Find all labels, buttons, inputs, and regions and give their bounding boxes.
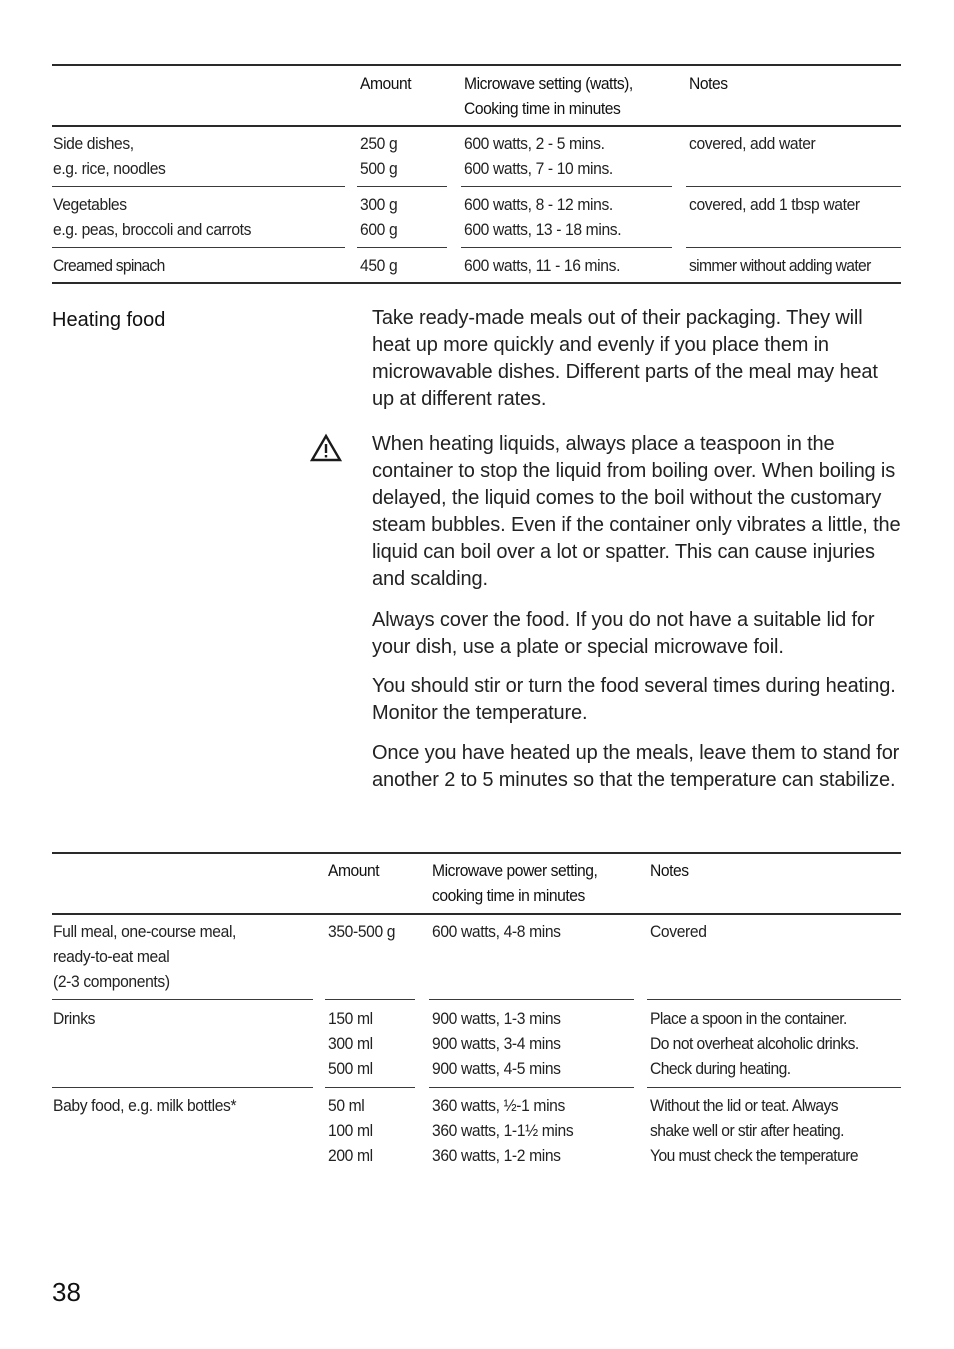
paragraph: Take ready-made meals out of their packaging. They will heat up more quickly and evenly if you place them in microwavable dishes. Different parts of the meal may heat up at different rates.: [372, 307, 878, 410]
table-row-setting: 360 watts, ½-1 mins 360 watts, 1-1½ mins 360 watts, 1-2 mins: [432, 1096, 574, 1165]
row-divider: [461, 247, 672, 248]
table-row-amount: 450 g: [360, 256, 398, 275]
paragraph: Once you have heated up the meals, leave them to stand for another 2 to 5 minutes so that the temperature can stabilize.: [372, 742, 900, 791]
column-header-notes: Notes: [650, 861, 689, 880]
row-divider: [647, 1087, 901, 1088]
column-header-amount: Amount: [360, 74, 412, 93]
row-divider: [357, 186, 447, 187]
column-header-notes: Notes: [689, 74, 728, 93]
table-row-notes: covered, add 1 tbsp water: [689, 195, 860, 214]
table-row-food: Side dishes, e.g. rice, noodles: [53, 134, 166, 178]
table-row-notes: Without the lid or teat. Always shake well or stir after heating. You must check the temperature: [650, 1096, 859, 1165]
section-title: Heating food: [52, 309, 166, 331]
row-divider: [461, 186, 672, 187]
paragraph: Always cover the food. If you do not have a suitable lid for your dish, use a plate or special microwave foil.: [372, 609, 875, 658]
table-row-food: Vegetables e.g. peas, broccoli and carrots: [53, 195, 252, 239]
table-bottom-rule: [52, 282, 901, 284]
row-divider: [686, 186, 901, 187]
table-row-amount: 350-500 g: [328, 922, 396, 941]
column-header-setting: Microwave setting (watts), Cooking time in minutes: [464, 74, 633, 118]
header-rule: [52, 125, 901, 127]
warning-triangle-icon: [309, 433, 343, 463]
column-header-setting: Microwave power setting, cooking time in minutes: [432, 861, 598, 905]
table-row-food: Full meal, one-course meal, ready-to-eat meal (2-3 components): [53, 922, 237, 991]
table-row-setting: 600 watts, 2 - 5 mins. 600 watts, 7 - 10 mins.: [464, 134, 613, 178]
table-row-amount: 250 g 500 g: [360, 134, 398, 178]
row-divider: [52, 186, 345, 187]
table-row-amount: 300 g 600 g: [360, 195, 398, 239]
table-row-notes: Covered: [650, 922, 707, 941]
row-divider: [686, 247, 901, 248]
column-header-amount: Amount: [328, 861, 380, 880]
row-divider: [52, 247, 345, 248]
warning-paragraph: When heating liquids, always place a teaspoon in the container to stop the liquid from boiling over. When boiling is delayed, the liquid comes to the boil without the customary steam bubbles. Even if the container only vibrates a little, the liquid can boil over a lot or spatter. This can cause injuries and scalding.: [372, 433, 901, 590]
table-top-rule: [52, 64, 901, 66]
table-row-notes: Place a spoon in the container. Do not overheat alcoholic drinks. Check during heating.: [650, 1009, 859, 1078]
table-row-notes: simmer without adding water: [689, 256, 871, 275]
table-row-notes: covered, add water: [689, 134, 816, 153]
row-divider: [647, 999, 901, 1000]
table-row-setting: 600 watts, 11 - 16 mins.: [464, 256, 621, 275]
row-divider: [52, 1087, 313, 1088]
table-top-rule: [52, 852, 901, 854]
table-row-setting: 600 watts, 4-8 mins: [432, 922, 561, 941]
table-row-food: Creamed spinach: [53, 256, 165, 275]
row-divider: [357, 247, 447, 248]
row-divider: [52, 999, 313, 1000]
row-divider: [325, 999, 415, 1000]
table-row-setting: 900 watts, 1-3 mins 900 watts, 3-4 mins 900 watts, 4-5 mins: [432, 1009, 561, 1078]
table-row-food: Drinks: [53, 1009, 96, 1028]
table-row-amount: 50 ml 100 ml 200 ml: [328, 1096, 373, 1165]
row-divider: [429, 1087, 634, 1088]
table-row-food: Baby food, e.g. milk bottles*: [53, 1096, 237, 1115]
page-number: 38: [52, 1277, 81, 1307]
row-divider: [429, 999, 634, 1000]
row-divider: [325, 1087, 415, 1088]
paragraph: You should stir or turn the food several times during heating. Monitor the temperature.: [372, 675, 896, 724]
header-rule: [52, 913, 901, 915]
table-row-amount: 150 ml 300 ml 500 ml: [328, 1009, 373, 1078]
table-row-setting: 600 watts, 8 - 12 mins. 600 watts, 13 - 18 mins.: [464, 195, 622, 239]
